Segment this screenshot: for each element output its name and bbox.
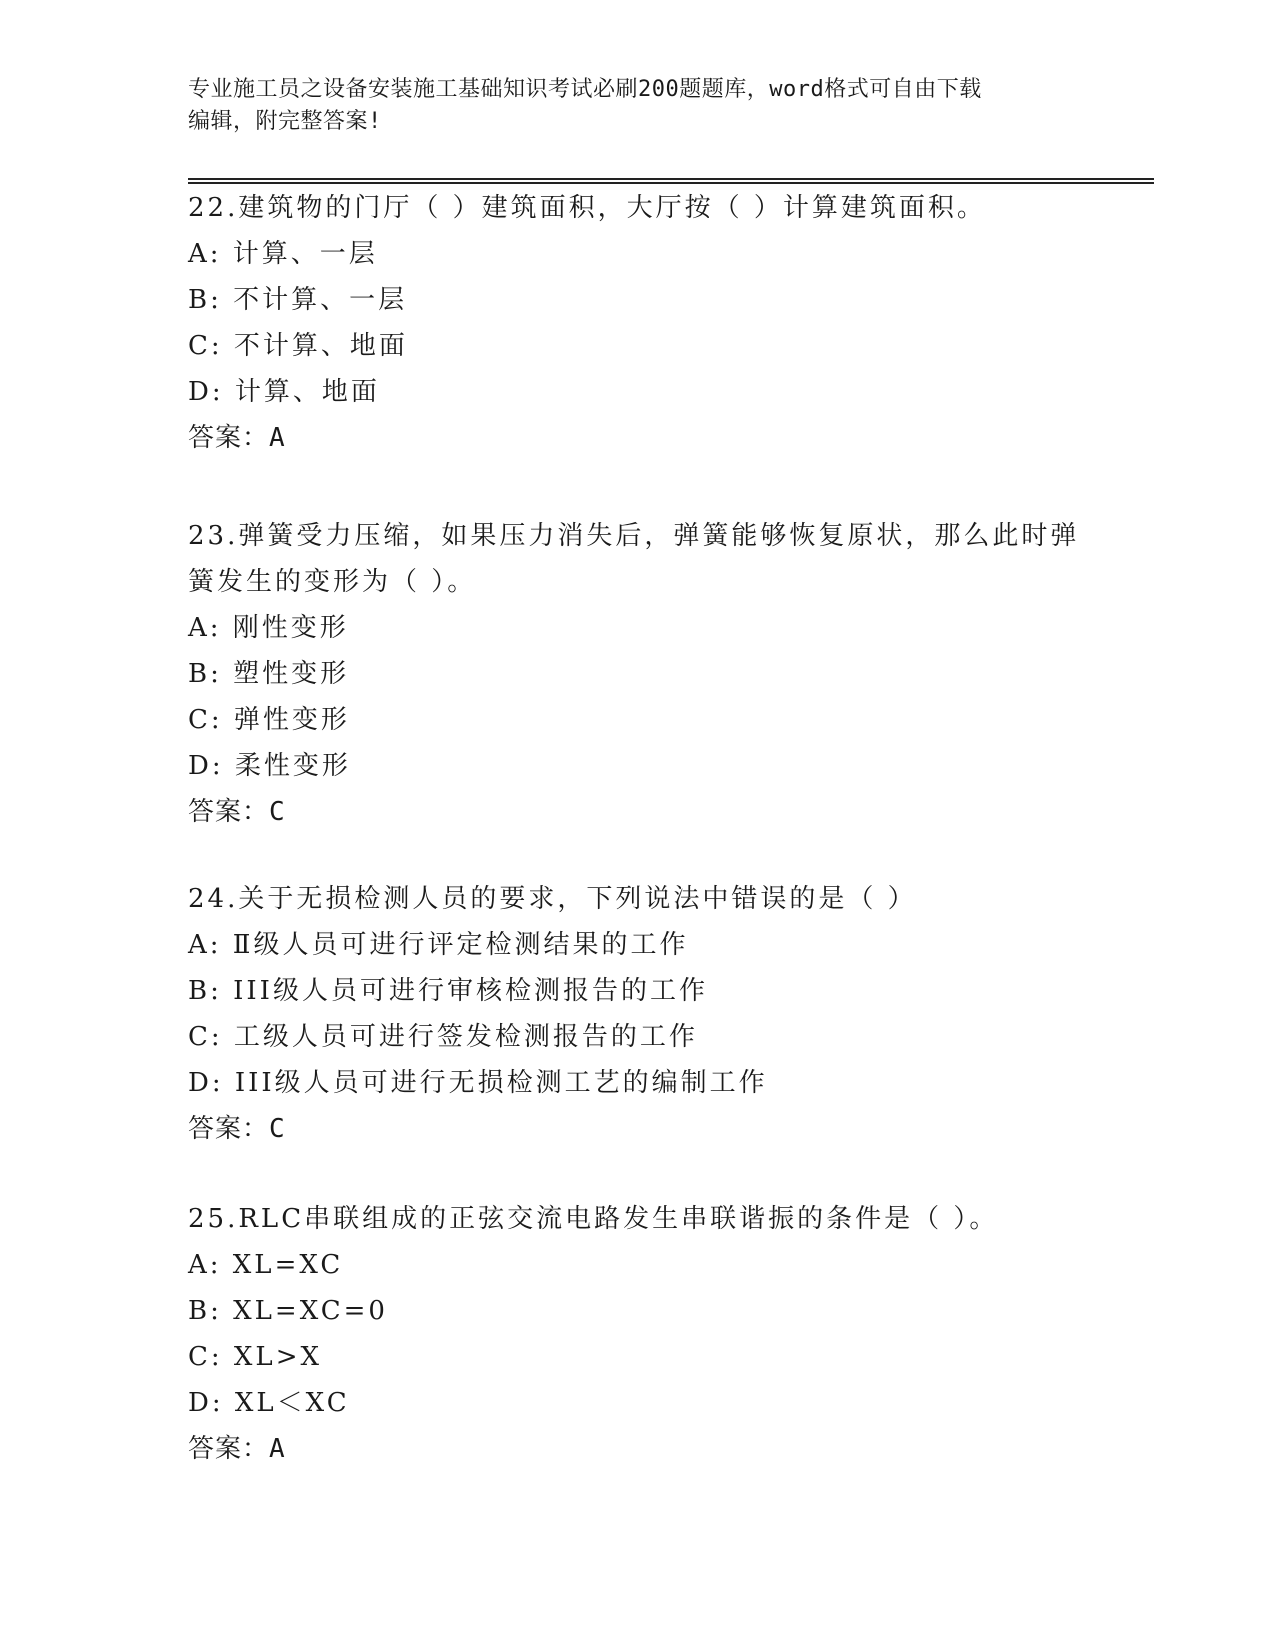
header-title-line-2: 编辑，附完整答案! [188, 109, 382, 134]
answer-label: 答案： [188, 423, 270, 453]
option-d: D: III级人员可进行无损检测工艺的编制工作 [188, 1068, 768, 1098]
question-24 [188, 876, 1088, 1152]
question-22 [188, 185, 1088, 461]
option-c: C: XL>X [188, 1342, 322, 1372]
option-c: C: 不计算、地面 [188, 331, 408, 361]
question-stem: 22.建筑物的门厅（ ）建筑面积，大厅按（ ）计算建筑面积。 [188, 193, 986, 223]
option-b: B: XL=XC=0 [188, 1296, 388, 1326]
question-stem: 24.关于无损检测人员的要求，下列说法中错误的是（ ） [188, 884, 917, 914]
answer-value: C [269, 1114, 286, 1144]
question-stem-line-1: 23.弹簧受力压缩，如果压力消失后，弹簧能够恢复原状，那么此时弹 [188, 521, 1080, 551]
header-divider-bottom [188, 182, 1154, 184]
answer [188, 789, 1088, 835]
option-d: D: 柔性变形 [188, 751, 351, 781]
answer [188, 1426, 1088, 1472]
option-d: D: XL＜XC [188, 1388, 350, 1418]
option-a: A: 刚性变形 [188, 613, 349, 643]
option-c: C: 弹性变形 [188, 705, 350, 735]
document-header [188, 74, 1068, 138]
option-c: C: 工级人员可进行签发检测报告的工作 [188, 1022, 698, 1052]
question-stem: 25.RLC串联组成的正弦交流电路发生串联谐振的条件是（ ）。 [188, 1204, 999, 1234]
question-25 [188, 1196, 1088, 1472]
answer-label: 答案： [188, 797, 270, 827]
answer-label: 答案： [188, 1434, 270, 1464]
answer-label: 答案： [188, 1114, 270, 1144]
question-23 [188, 513, 1088, 835]
answer [188, 1106, 1088, 1152]
header-divider-top [188, 178, 1154, 180]
option-a: A: 计算、一层 [188, 239, 378, 269]
option-b: B: 塑性变形 [188, 659, 350, 689]
option-b: B: 不计算、一层 [188, 285, 408, 315]
question-stem-line-2: 簧发生的变形为（ ）。 [188, 567, 477, 597]
answer-value: A [269, 1434, 286, 1464]
answer [188, 415, 1088, 461]
option-b: B: III级人员可进行审核检测报告的工作 [188, 976, 708, 1006]
option-a: A: Ⅱ级人员可进行评定检测结果的工作 [188, 930, 689, 960]
answer-value: A [269, 423, 286, 453]
header-title-line-1: 专业施工员之设备安装施工基础知识考试必刷200题题库，word格式可自由下载 [188, 77, 982, 102]
option-a: A: XL=XC [188, 1250, 344, 1280]
answer-value: C [269, 797, 286, 827]
option-d: D: 计算、地面 [188, 377, 380, 407]
